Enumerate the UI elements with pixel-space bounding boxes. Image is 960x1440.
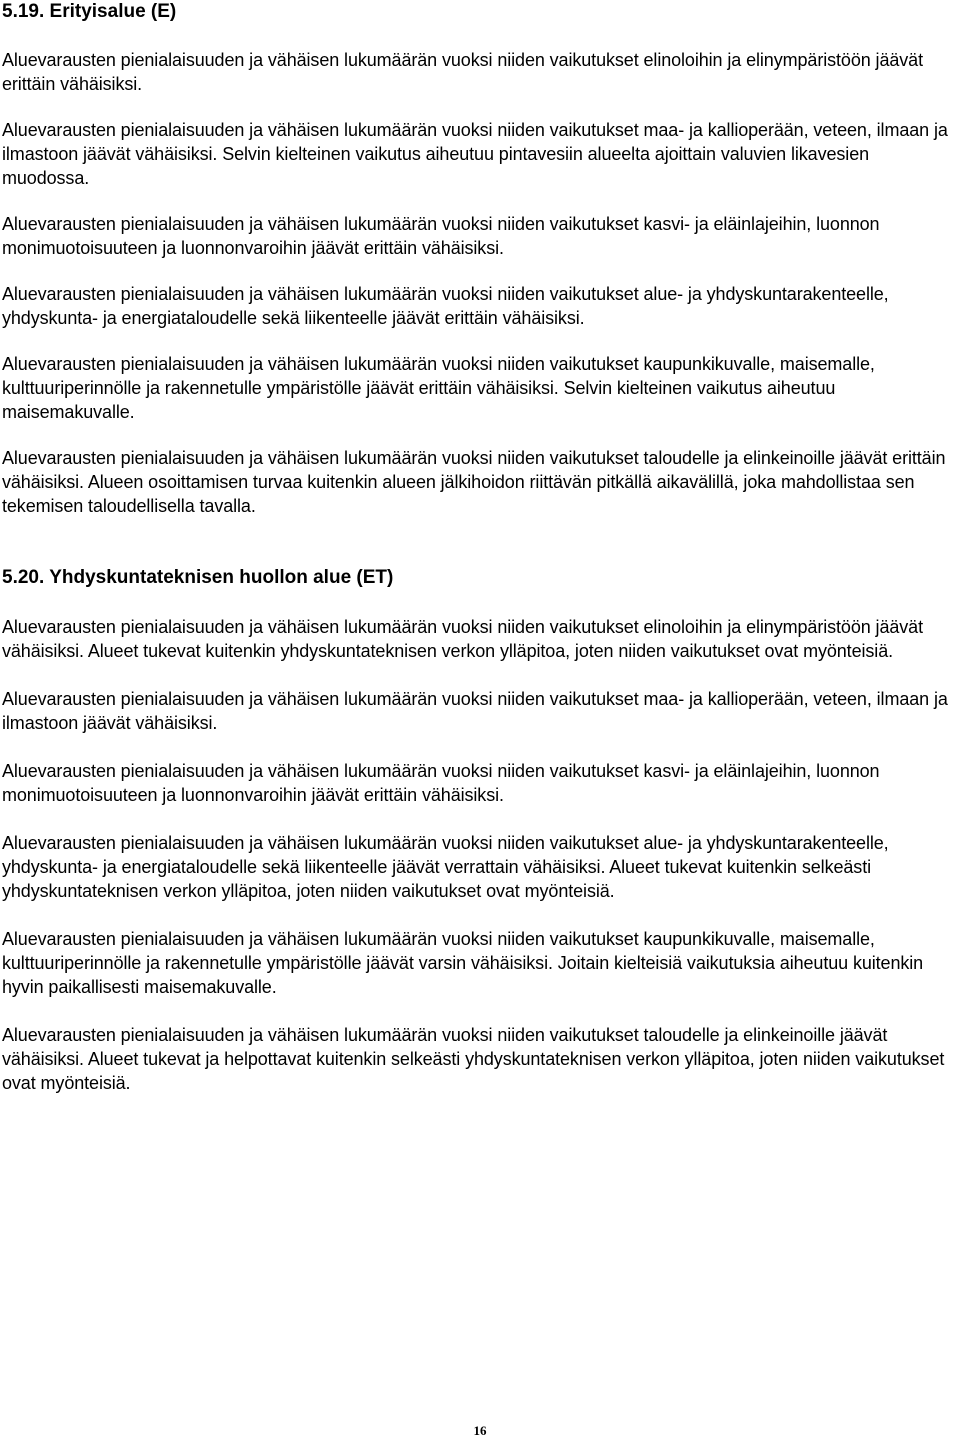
paragraph: Aluevarausten pienialaisuuden ja vähäisen lukumäärän vuoksi niiden vaikutukset alue- ja yhdyskuntarakenteelle, yhdyskunta- ja energiataloudelle sekä liikenteelle jäävät erittäin vähäisiksi. xyxy=(2,284,889,328)
paragraph: Aluevarausten pienialaisuuden ja vähäisen lukumäärän vuoksi niiden vaikutukset kasvi- ja eläinlajeihin, luonnon monimuotoisuuteen ja luonnonvaroihin jäävät erittäin vähäisiksi. xyxy=(2,214,880,258)
paragraph: Aluevarausten pienialaisuuden ja vähäisen lukumäärän vuoksi niiden vaikutukset alue- ja yhdyskuntarakenteelle, yhdyskunta- ja energiataloudelle sekä liikenteelle jäävät verrattain vähäisiksi. Alueet tukevat kuitenkin selkeästi yhdyskuntateknisen verkon ylläpitoa, joten niiden vaikutukset ovat myönteisiä. xyxy=(2,833,889,901)
section-heading: 5.19. Erityisalue (E) xyxy=(2,1,177,22)
paragraph: Aluevarausten pienialaisuuden ja vähäisen lukumäärän vuoksi niiden vaikutukset taloudelle ja elinkeinoille jäävät vähäisiksi. Alueet tukevat ja helpottavat kuitenkin selkeästi yhdyskuntateknisen verkon ylläpitoa, joten niiden vaikutukset ovat myönteisiä. xyxy=(2,1025,945,1093)
paragraph: Aluevarausten pienialaisuuden ja vähäisen lukumäärän vuoksi niiden vaikutukset elinoloihin ja elinympäristöön jäävät vähäisiksi. Alueet tukevat kuitenkin yhdyskuntateknisen verkon ylläpitoa, joten niiden vaikutukset ovat myönteisiä. xyxy=(2,617,923,661)
section-heading: 5.20. Yhdyskuntateknisen huollon alue (ET) xyxy=(2,567,394,588)
paragraph: Aluevarausten pienialaisuuden ja vähäisen lukumäärän vuoksi niiden vaikutukset maa- ja kallioperään, veteen, ilmaan ja ilmastoon jäävät vähäisiksi. xyxy=(2,689,948,733)
section-erityisalue xyxy=(2,0,952,518)
page-number: 16 xyxy=(473,1423,487,1438)
paragraph: Aluevarausten pienialaisuuden ja vähäisen lukumäärän vuoksi niiden vaikutukset elinoloihin ja elinympäristöön jäävät erittäin vähäisiksi. xyxy=(2,50,923,94)
paragraph: Aluevarausten pienialaisuuden ja vähäisen lukumäärän vuoksi niiden vaikutukset taloudelle ja elinkeinoille jäävät erittäin vähäisiksi. Alueen osoittamisen turvaa kuitenkin alueen jälkihoidon riittävän pitkällä aikavälillä, joka mahdollistaa sen tekemisen taloudellisella tavalla. xyxy=(2,448,946,516)
paragraph: Aluevarausten pienialaisuuden ja vähäisen lukumäärän vuoksi niiden vaikutukset maa- ja kallioperään, veteen, ilmaan ja ilmastoon jäävät vähäisiksi. Selvin kielteinen vaikutus aiheutuu pintavesiin alueelta ajoittain valuvien likavesien muodossa. xyxy=(2,120,948,188)
paragraph: Aluevarausten pienialaisuuden ja vähäisen lukumäärän vuoksi niiden vaikutukset kaupunkikuvalle, maisemalle, kulttuuriperinnölle ja rakennetulle ympäristölle jäävät erittäin vähäisiksi. Selvin kielteinen vaikutus aiheutuu maisemakuvalle. xyxy=(2,354,875,422)
paragraph: Aluevarausten pienialaisuuden ja vähäisen lukumäärän vuoksi niiden vaikutukset kasvi- ja eläinlajeihin, luonnon monimuotoisuuteen ja luonnonvaroihin jäävät erittäin vähäisiksi. xyxy=(2,761,880,805)
paragraph: Aluevarausten pienialaisuuden ja vähäisen lukumäärän vuoksi niiden vaikutukset kaupunkikuvalle, maisemalle, kulttuuriperinnölle ja rakennetulle ympäristölle jäävät varsin vähäisiksi. Joitain kielteisiä vaikutuksia aiheutuu kuitenkin hyvin paikallisesti maisemakuvalle. xyxy=(2,929,924,997)
section-yhdyskuntatekninen-huolto xyxy=(2,566,952,1095)
